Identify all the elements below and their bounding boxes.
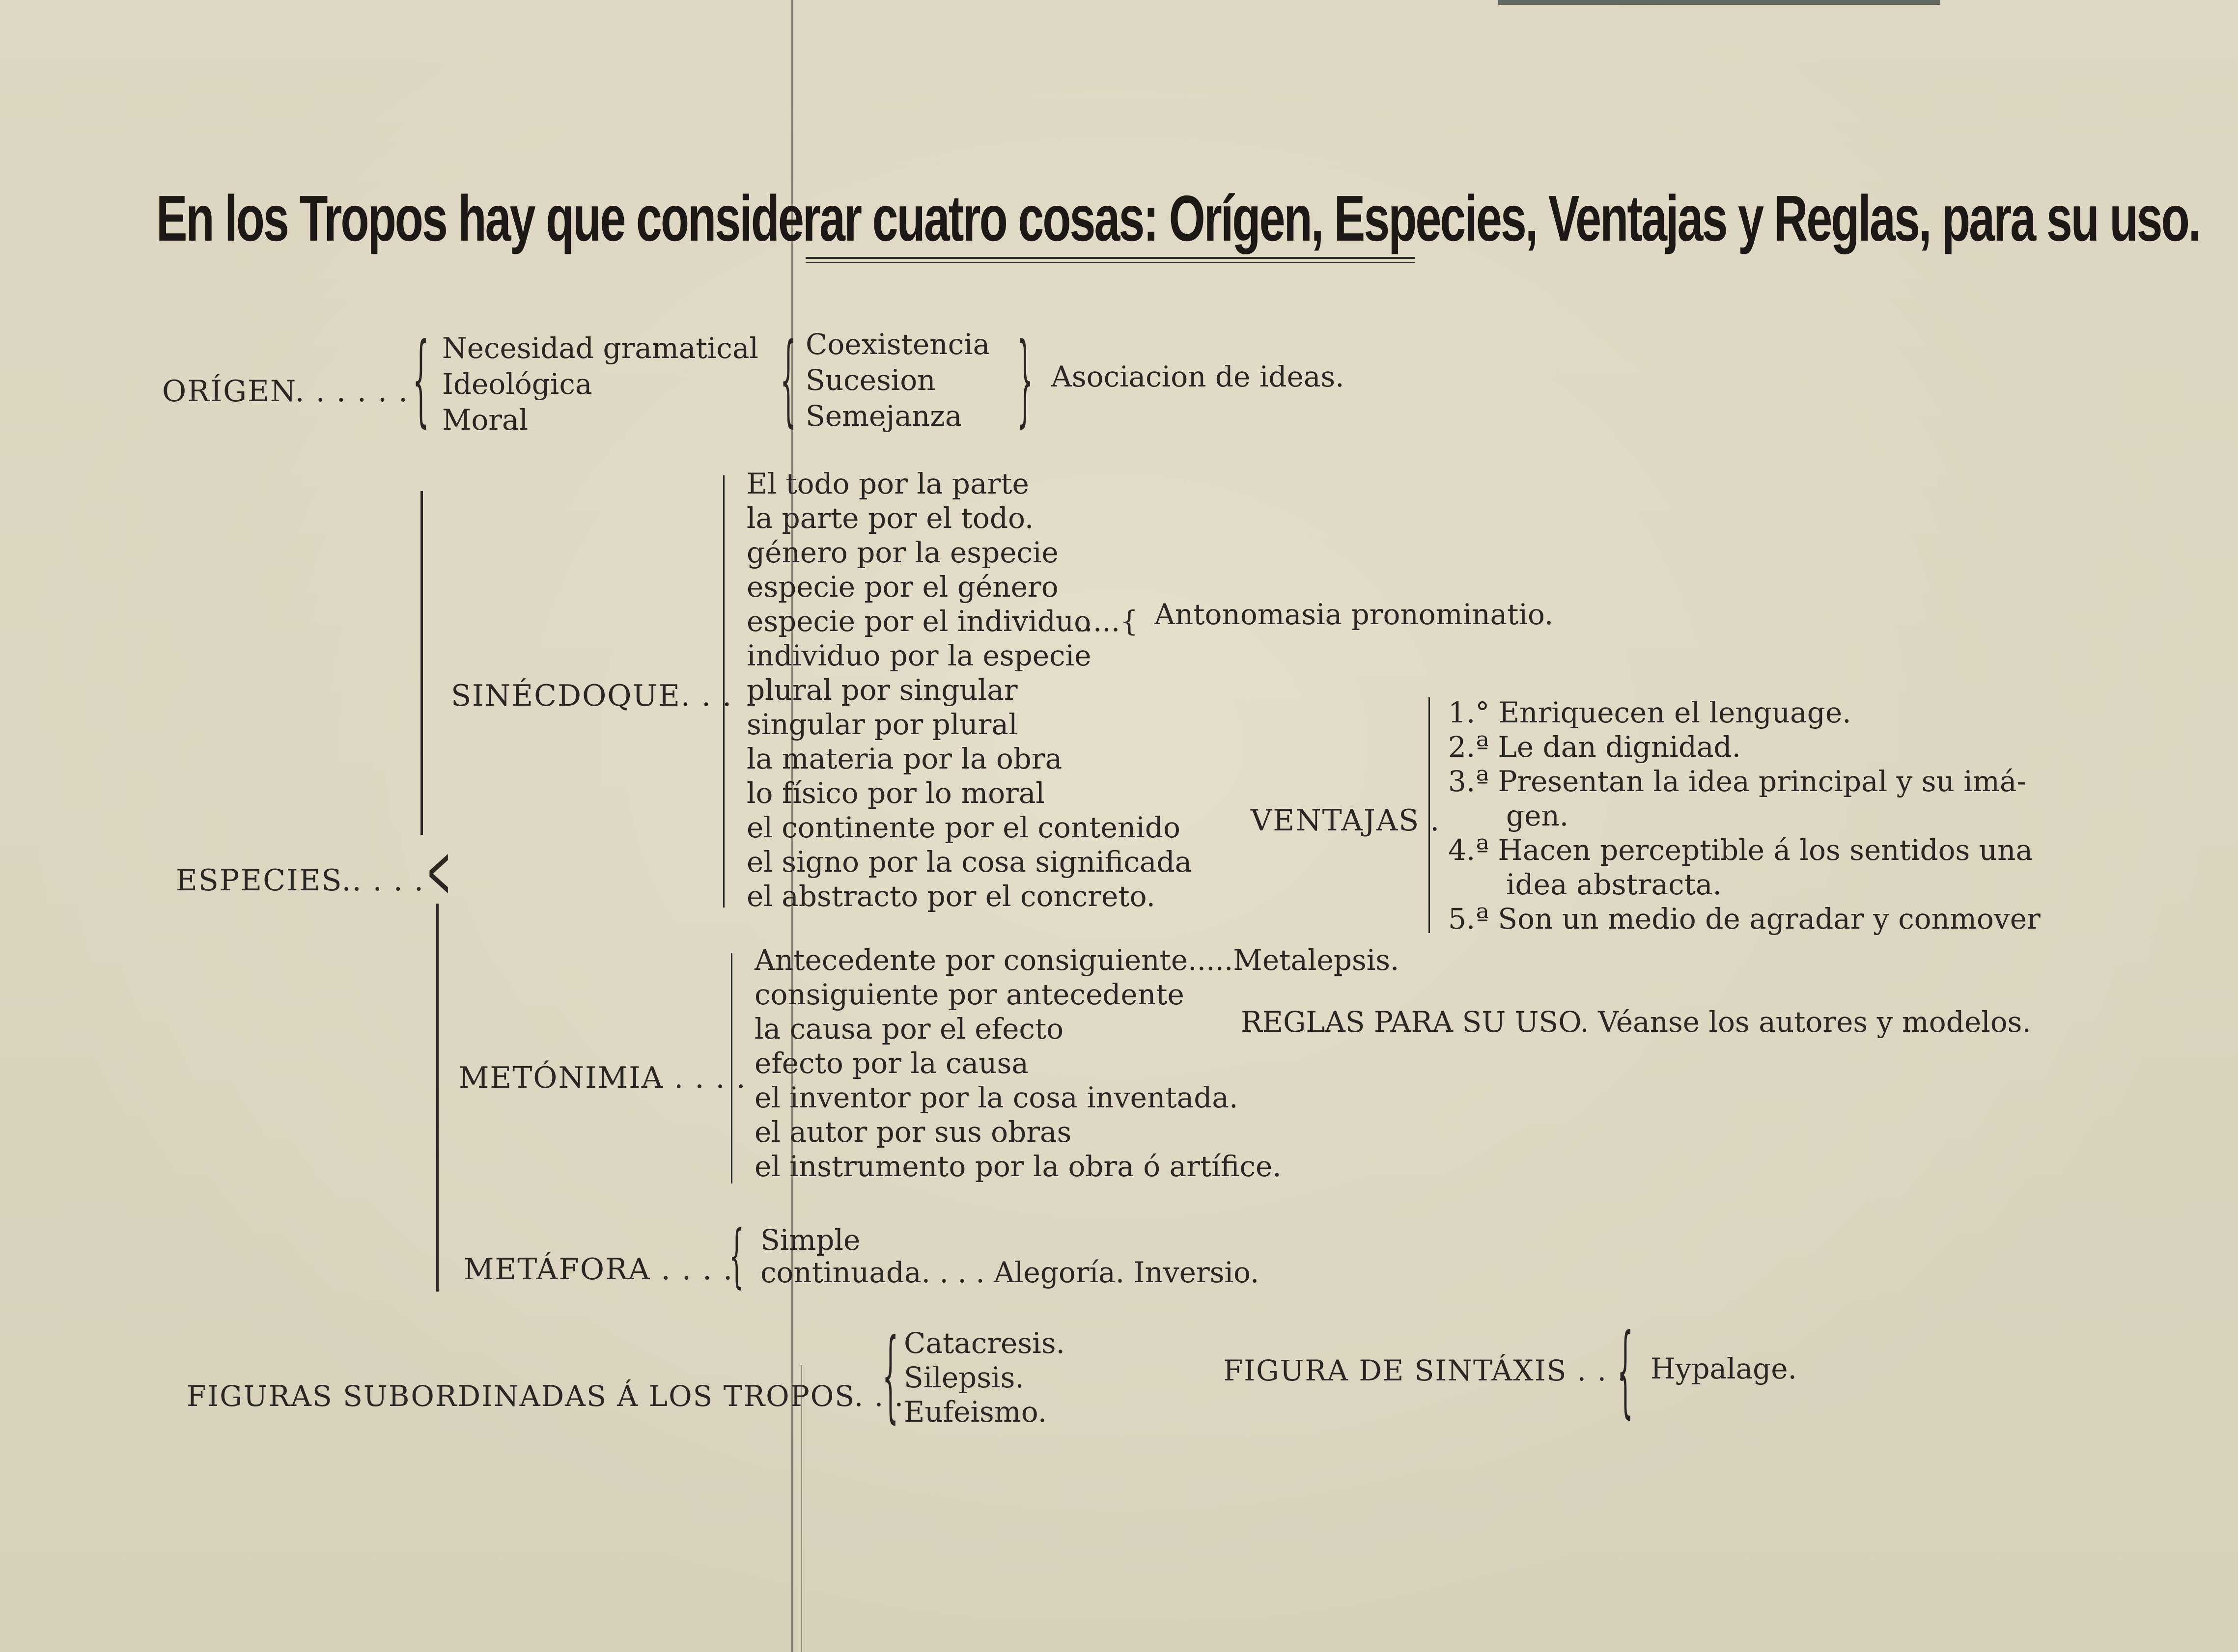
sinecdoque-item: el continente por el contenido: [747, 811, 1180, 844]
metonimia-item: consiguiente por antecedente: [755, 978, 1184, 1011]
ventaja-item: idea abstracta.: [1506, 868, 1722, 901]
metafora-label: METÁFORA . . . .: [464, 1252, 734, 1287]
metonimia-label: METÓNIMIA . . . .: [459, 1061, 747, 1095]
origen-item: Moral: [442, 403, 529, 437]
asociacion-result: Asociacion de ideas.: [1051, 360, 1344, 393]
sinecdoque-item: especie por el individuo: [747, 605, 1091, 638]
ventajas-brace: [1428, 697, 1430, 933]
origen-item: Necesidad gramatical: [442, 331, 758, 365]
asociacion-item: Coexistencia: [806, 328, 990, 361]
sinecdoque-item: la materia por la obra: [747, 742, 1063, 775]
page-title: En los Tropos hay que considerar cuatro cosas: Orígen, Especies, Ventajas y Reglas, para su uso.: [156, 182, 2200, 254]
sinecdoque-item: singular por plural: [747, 708, 1018, 741]
figura-sintaxis-item: Hypalage.: [1651, 1352, 1797, 1385]
metafora-item: Simple: [760, 1223, 861, 1257]
especies-brace-upper: [420, 491, 423, 835]
origen-item: Ideológica: [442, 367, 592, 401]
metonimia-brace: [731, 953, 732, 1184]
ventaja-item: 4.ª Hacen perceptible á los sentidos una: [1448, 833, 2033, 867]
antonomasia-dots: .....{: [1075, 605, 1139, 638]
metonimia-item: efecto por la causa: [755, 1046, 1029, 1080]
metonimia-item: el autor por sus obras: [755, 1115, 1072, 1149]
sinecdoque-item: individuo por la especie: [747, 639, 1091, 672]
origen-label: ORÍGEN. . . . . .: [162, 374, 409, 409]
sinecdoque-item: especie por el género: [747, 570, 1059, 604]
page-edge-shadow: [1498, 0, 1940, 5]
metafora-brace: {: [729, 1216, 745, 1296]
asociacion-brace-left: {: [780, 322, 797, 438]
ventaja-item: 1.° Enriquecen el lenguage.: [1448, 696, 1851, 729]
figura-sintaxis-brace: {: [1617, 1313, 1634, 1429]
sinecdoque-item: el signo por la cosa significada: [747, 845, 1192, 879]
antonomasia: Antonomasia pronominatio.: [1154, 598, 1554, 631]
ventaja-item: 3.ª Presentan la idea principal y su imá-: [1448, 765, 2027, 798]
sinecdoque-label: SINÉCDOQUE. . .: [451, 679, 733, 713]
metonimia-item: Antecedente por consiguiente.....Metalepsis.: [755, 943, 1399, 977]
sinecdoque-item: lo físico por lo moral: [747, 776, 1045, 810]
metonimia-item: el inventor por la cosa inventada.: [755, 1081, 1238, 1114]
figura-subordinada-item: Eufeismo.: [904, 1395, 1047, 1429]
ventajas-label: VENTAJAS .: [1251, 803, 1441, 838]
figura-subordinada-item: Catacresis.: [904, 1326, 1065, 1360]
especies-label: ESPECIES.. . . .: [176, 863, 425, 898]
metafora-item: continuada. . . . Alegoría. Inversio.: [760, 1256, 1259, 1289]
metonimia-item: la causa por el efecto: [755, 1012, 1064, 1046]
figuras-subordinadas-brace: {: [882, 1318, 899, 1433]
sinecdoque-item: la parte por el todo.: [747, 501, 1034, 535]
sinecdoque-brace: [723, 475, 725, 908]
reglas-text: REGLAS PARA SU USO. Véanse los autores y modelos.: [1241, 1005, 2031, 1039]
figura-sintaxis-label: FIGURA DE SINTÁXIS . . .: [1223, 1354, 1627, 1387]
especies-brace-lower: [436, 904, 439, 1292]
title-underline: [806, 257, 1415, 263]
metonimia-item: el instrumento por la obra ó artífice.: [755, 1150, 1282, 1183]
asociacion-item: Semejanza: [806, 399, 962, 433]
figura-subordinada-item: Silepsis.: [904, 1361, 1024, 1394]
asociacion-item: Sucesion: [806, 363, 936, 397]
asociacion-brace-right: }: [1017, 322, 1034, 438]
figuras-subordinadas-label: FIGURAS SUBORDINADAS Á LOS TROPOS. . .: [187, 1379, 905, 1413]
origen-brace: {: [413, 322, 429, 438]
sinecdoque-item: El todo por la parte: [747, 467, 1029, 500]
sinecdoque-item: plural por singular: [747, 673, 1018, 707]
ventaja-item: 2.ª Le dan dignidad.: [1448, 730, 1741, 764]
sinecdoque-item: género por la especie: [747, 536, 1059, 569]
ventaja-item: 5.ª Son un medio de agradar y conmover: [1448, 902, 2041, 936]
especies-brace-tip: <: [426, 829, 451, 914]
sinecdoque-item: el abstracto por el concreto.: [747, 880, 1155, 913]
ventaja-item: gen.: [1506, 799, 1569, 832]
